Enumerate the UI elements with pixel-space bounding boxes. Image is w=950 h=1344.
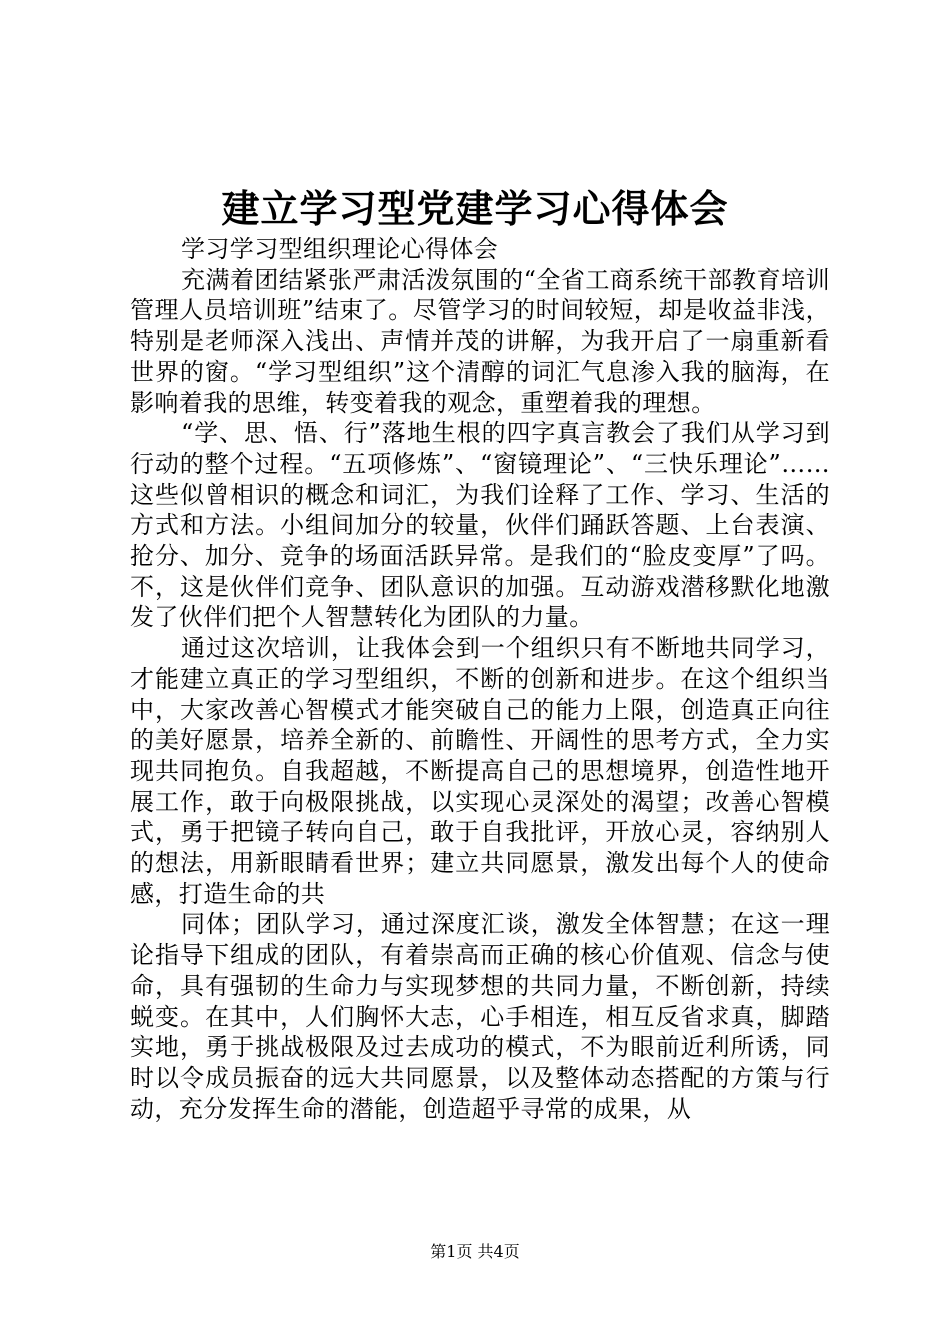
paragraph-4: 同体；团队学习，通过深度汇谈，激发全体智慧；在这一理论指导下组成的团队，有着崇高而正确的核心价值观、信念与使命，具有强韧的生命力与实现梦想的共同力量，不断创新，持续蜕变。在其中，人们胸怀大志，心手相连，相互反省求真，脚踏实地，勇于挑战极限及过去成功的模式，不为眼前近利所诱，同时以令成员振奋的远大共同愿景，以及整体动态搭配的方策与行动，充分发挥生命的潜能，创造超乎寻常的成果，从	[130, 910, 830, 1123]
page-footer: 第1页 共4页	[430, 1242, 520, 1261]
paragraph-1: 充满着团结紧张严肃活泼氛围的“全省工商系统干部教育培训管理人员培训班”结束了。尽管学习的时间较短，却是收益非浅，特别是老师深入浅出、声情并茂的讲解，为我开启了一扇重新看世界的窗。“学习型组织”这个清醇的词汇气息渗入我的脑海，在影响着我的思维，转变着我的观念，重塑着我的理想。	[130, 265, 830, 417]
document-body	[130, 234, 830, 1124]
paragraph-3: 通过这次培训，让我体会到一个组织只有不断地共同学习，才能建立真正的学习型组织，不断的创新和进步。在这个组织当中，大家改善心智模式才能突破自己的能力上限，创造真正向往的美好愿景，培养全新的、前瞻性、开阔性的思考方式，全力实现共同抱负。自我超越，不断提高自己的思想境界，创造性地开展工作，敢于向极限挑战，以实现心灵深处的渴望；改善心智模式，勇于把镜子转向自己，敢于自我批评，开放心灵，容纳别人的想法，用新眼睛看世界；建立共同愿景，激发出每个人的使命感，打造生命的共	[130, 634, 830, 908]
document-subtitle: 学习学习型组织理论心得体会	[181, 235, 499, 263]
paragraph-2: “学、思、悟、行”落地生根的四字真言教会了我们从学习到行动的整个过程。“五项修炼”、“窗镜理论”、“三快乐理论”……这些似曾相识的概念和词汇，为我们诠释了工作、学习、生活的方式和方法。小组间加分的较量，伙伴们踊跃答题、上台表演、抢分、加分、竞争的场面活跃异常。是我们的“脸皮变厚”了吗。不，这是伙伴们竞争、团队意识的加强。互动游戏潜移默化地激发了伙伴们把个人智慧转化为团队的力量。	[130, 419, 830, 632]
document-title: 建立学习型党建学习心得体会	[221, 186, 729, 231]
